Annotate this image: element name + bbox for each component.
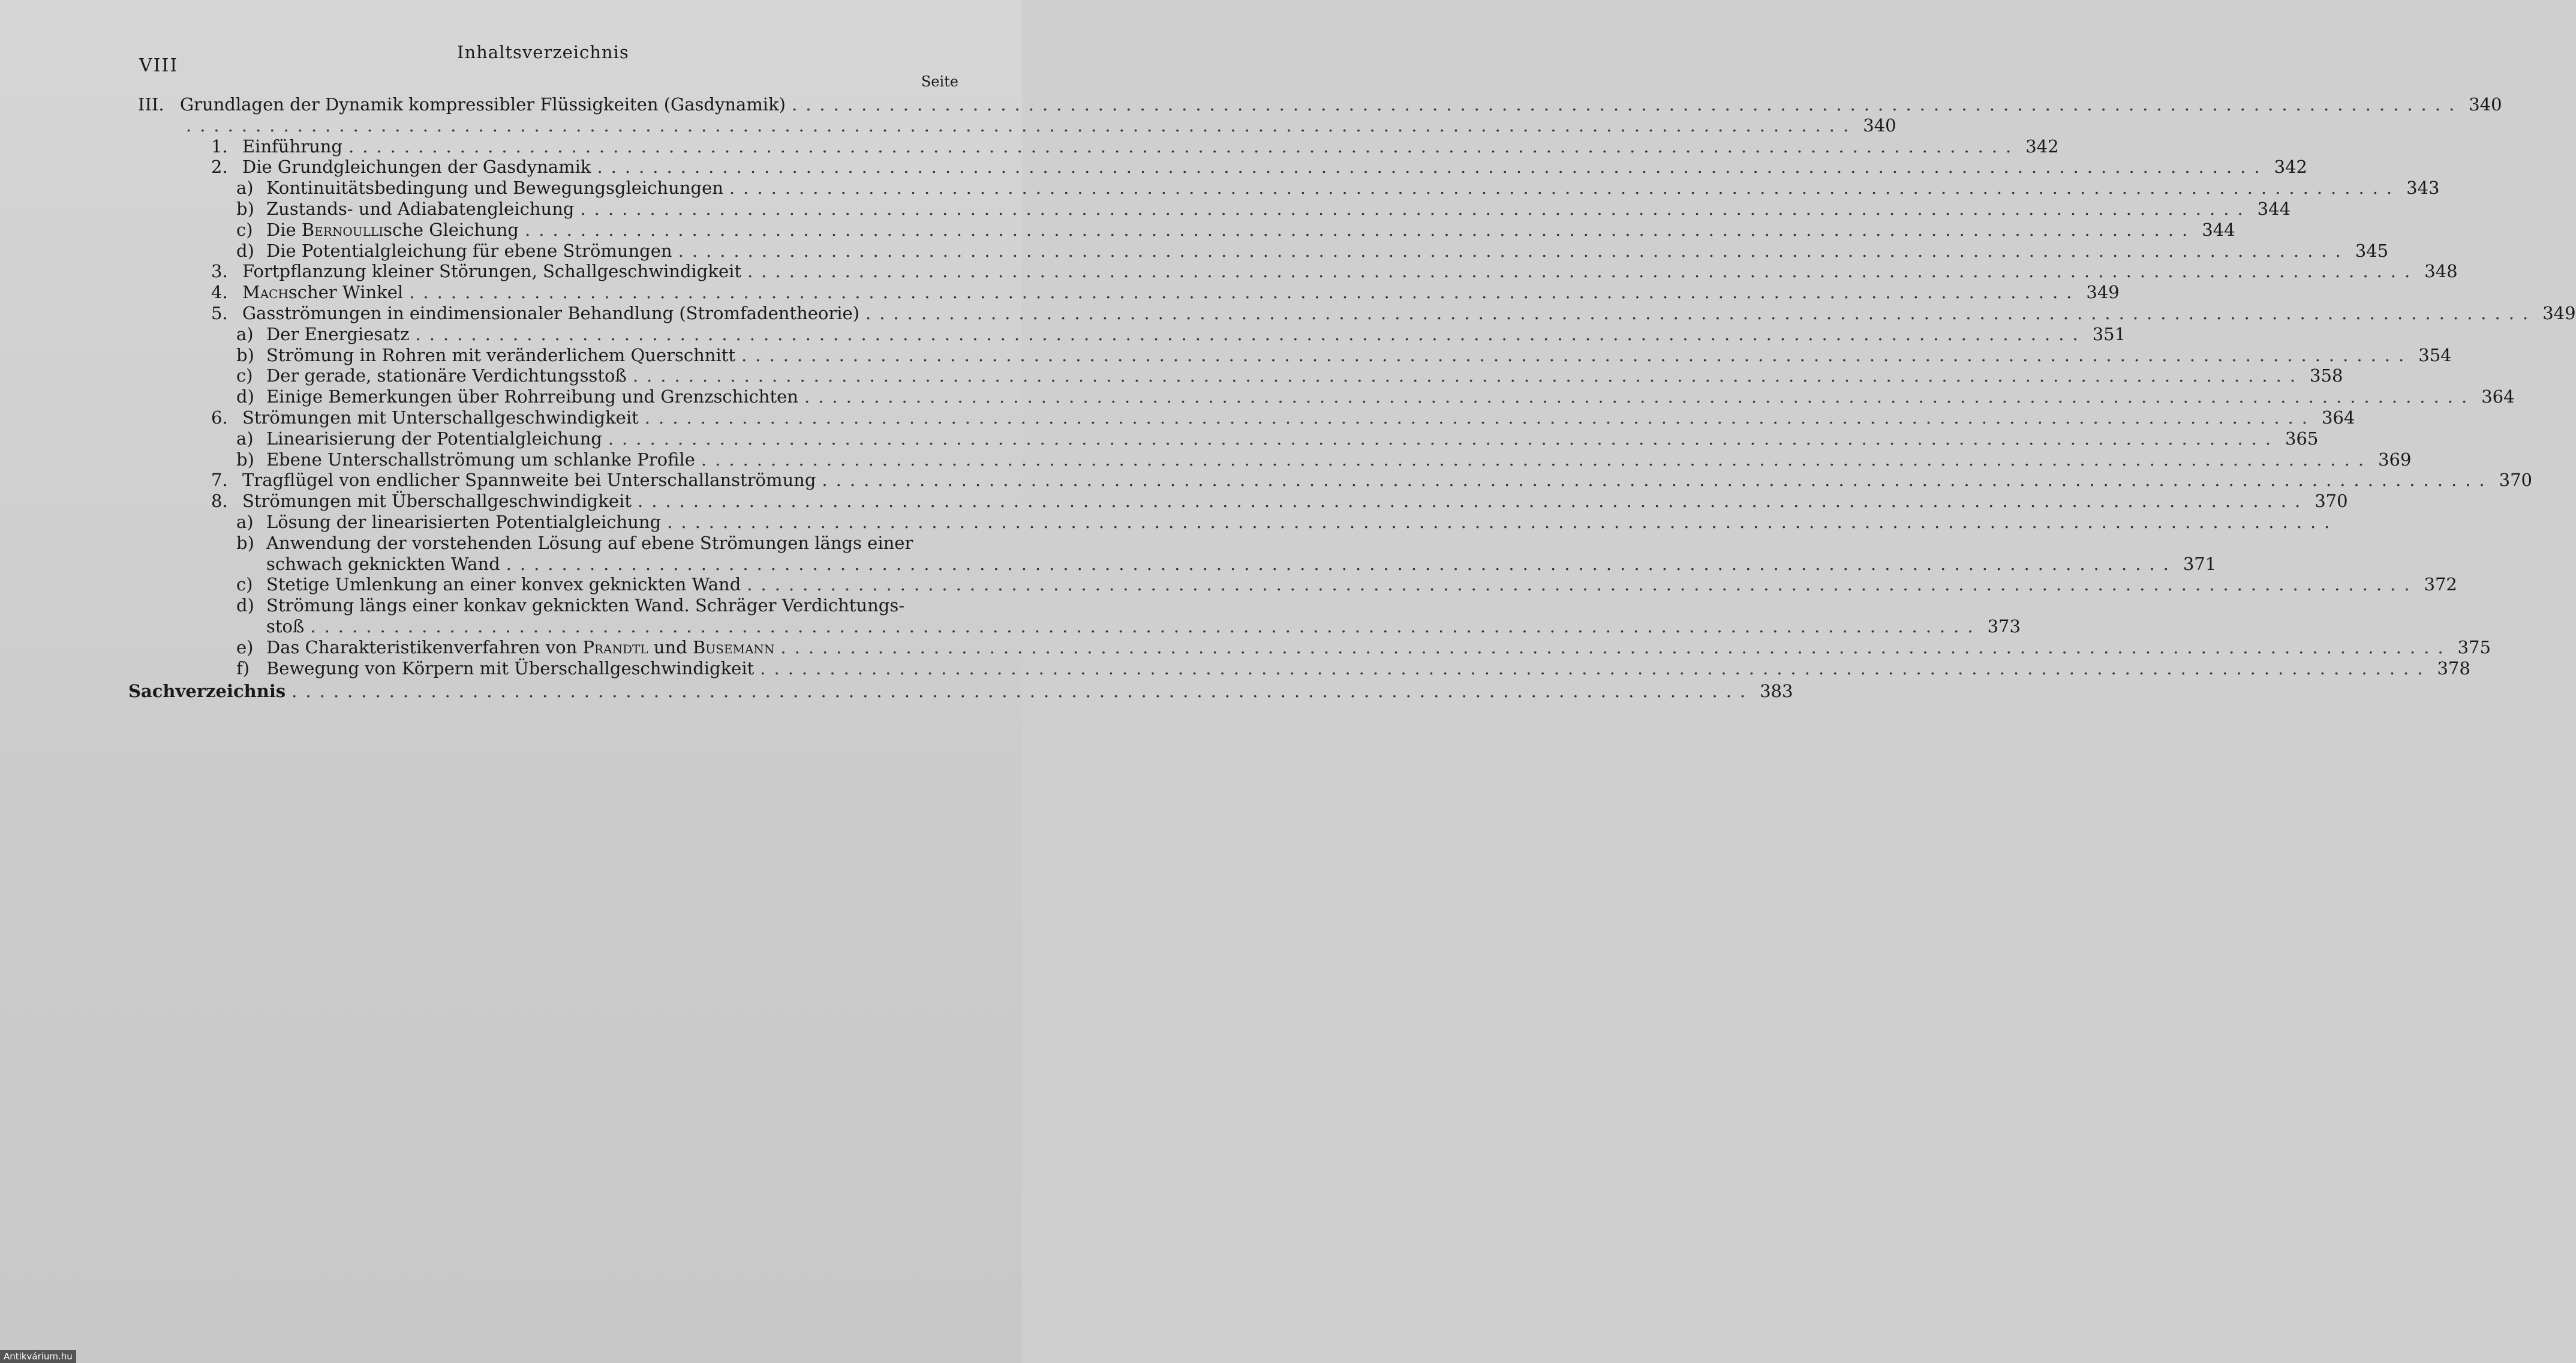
- toc-title: Strömung längs einer konkav geknickten Wand. Schräger Verdichtungs-: [266, 595, 905, 616]
- index-entry-label: Sachverzeichnis: [128, 681, 286, 701]
- toc-number: a): [236, 178, 254, 198]
- toc-title: Einige Bemerkungen über Rohrreibung und Grenzschichten: [266, 386, 798, 407]
- toc-row: [236, 574, 2457, 595]
- toc-row: [211, 302, 2576, 324]
- dot-leader: ........................................................................................................................: [780, 637, 2452, 658]
- toc-row: [236, 177, 2440, 199]
- toc-row: [236, 449, 2412, 470]
- toc-title: Das Charakteristikenverfahren von Prandtl und Busemann: [266, 637, 775, 658]
- toc-row: [236, 240, 2389, 262]
- toc-title: Gasströmungen in eindimensionaler Behandlung (Stromfadentheorie): [242, 303, 859, 323]
- toc-page: 364: [2321, 407, 2355, 428]
- toc-row: [211, 490, 2348, 512]
- dot-leader: ........................................................................................................................: [804, 386, 2476, 407]
- toc-page: 340: [2469, 94, 2502, 115]
- toc-number: d): [236, 241, 254, 261]
- dot-leader: ........................................................................................................................: [525, 220, 2196, 240]
- toc-row: [211, 156, 2307, 178]
- toc-row: [211, 260, 2458, 282]
- toc-page: 358: [2310, 365, 2343, 386]
- toc-number: c): [236, 365, 253, 386]
- toc-page: 340: [1863, 115, 1896, 136]
- toc-row: [236, 511, 2338, 533]
- toc-row: [236, 658, 2470, 679]
- dot-leader: ........................................................................................................................: [580, 199, 2252, 219]
- toc-row: [236, 428, 2319, 449]
- dot-leader: ........................................................................................................................: [597, 157, 2268, 177]
- toc-title: Fortpflanzung kleiner Störungen, Schallgeschwindigkeit: [242, 261, 742, 281]
- toc-page: 344: [2202, 220, 2235, 240]
- toc-title: Die Bernoullische Gleichung: [266, 220, 519, 240]
- toc-page: 343: [2406, 178, 2440, 198]
- toc-number: 3.: [211, 261, 228, 281]
- toc-row: [211, 281, 2120, 303]
- watermark: Antikvárium.hu: [0, 1350, 76, 1363]
- toc-page: 348: [2424, 261, 2458, 281]
- toc-number: a): [236, 428, 254, 449]
- toc-number: III.: [138, 94, 164, 115]
- dot-leader: ........................................................................................................................: [678, 241, 2349, 261]
- toc-row: [236, 323, 2126, 345]
- toc-title: Grundlagen der Dynamik kompressibler Flüssigkeiten (Gasdynamik): [180, 94, 786, 115]
- toc-title: Tragflügel von endlicher Spannweite bei Unterschallanströmung: [242, 470, 816, 490]
- toc-row: [236, 616, 2021, 637]
- toc-title: Bewegung von Körpern mit Überschallgeschwindigkeit: [266, 658, 755, 679]
- toc-number: 7.: [211, 470, 228, 490]
- toc-title: Lösung der linearisierten Potentialgleichung: [266, 512, 662, 532]
- toc-title: Strömungen mit Unterschallgeschwindigkeit: [242, 407, 639, 428]
- dot-leader: ........................................................................................................................: [747, 574, 2418, 595]
- toc-page: 351: [2092, 324, 2126, 344]
- dot-leader: ........................................................................................................................: [186, 115, 1857, 136]
- dot-leader: ........................................................................................................................: [409, 282, 2081, 302]
- toc-title: Die Grundgleichungen der Gasdynamik: [242, 157, 591, 177]
- dot-leader: ........................................................................................................................: [310, 616, 1982, 637]
- toc-row: [236, 532, 956, 554]
- dot-leader: ........................................................................................................................: [741, 345, 2413, 365]
- toc-row: [211, 469, 2532, 491]
- toc-title: stoß: [266, 616, 305, 637]
- toc-page: 345: [2355, 241, 2389, 261]
- running-title: Inhaltsverzeichnis: [457, 42, 629, 62]
- toc-row: [236, 595, 956, 616]
- toc-page: 349: [2542, 303, 2576, 323]
- toc-page: 370: [2315, 491, 2348, 511]
- dot-leader: ........................................................................................................................: [506, 554, 2177, 574]
- toc-page: 365: [2285, 428, 2319, 449]
- toc-number: 8.: [211, 491, 228, 511]
- toc-row: [211, 136, 2059, 157]
- page-number: VIII: [139, 55, 179, 76]
- dot-leader: ........................................................................................................................: [415, 324, 2087, 344]
- toc-number: d): [236, 595, 254, 616]
- index-entry-page: 383: [1760, 681, 1793, 701]
- dot-leader: .........................................................................................................: [291, 681, 1754, 701]
- toc-title: Einführung: [242, 136, 342, 157]
- dot-leader: ........................................................................................................................: [865, 303, 2537, 323]
- toc-title: Kontinuitätsbedingung und Bewegungsgleichungen: [266, 178, 723, 198]
- toc-title: Der Energiesatz: [266, 324, 410, 344]
- toc-title: Strömung in Rohren mit veränderlichem Querschnitt: [266, 345, 736, 365]
- toc-title: Stetige Umlenkung an einer konvex geknickten Wand: [266, 574, 741, 595]
- toc-page: 370: [2499, 470, 2532, 490]
- toc-number: f): [236, 658, 250, 679]
- index-entry: [128, 680, 1793, 702]
- toc-page: 369: [2378, 449, 2412, 470]
- dot-leader: ........................................................................................................................: [632, 365, 2304, 386]
- toc-number: b): [236, 533, 254, 553]
- toc-row: [138, 94, 2502, 115]
- toc-page: 354: [2418, 345, 2452, 365]
- toc-number: c): [236, 574, 253, 595]
- toc-number: 1.: [211, 136, 228, 157]
- toc-number: 4.: [211, 282, 228, 302]
- toc-title: Der gerade, stationäre Verdichtungsstoß: [266, 365, 627, 386]
- dot-leader: ........................................................................................................................: [667, 512, 2338, 532]
- toc-page: 375: [2457, 637, 2491, 658]
- toc-page: 342: [2274, 157, 2307, 177]
- dot-leader: ........................................................................................................................: [747, 261, 2419, 281]
- dot-leader: ........................................................................................................................: [791, 94, 2463, 115]
- toc-title: Anwendung der vorstehenden Lösung auf ebene Strömungen längs einer: [266, 533, 913, 553]
- toc-number: c): [236, 220, 253, 240]
- toc-title: Strömungen mit Überschallgeschwindigkeit: [242, 491, 632, 511]
- toc-row: [236, 553, 2217, 575]
- toc-title: Zustands- und Adiabatengleichung: [266, 199, 575, 219]
- toc-row: [236, 386, 2515, 407]
- toc-title: schwach geknickten Wand: [266, 554, 500, 574]
- toc-number: e): [236, 637, 254, 658]
- toc-number: b): [236, 199, 254, 219]
- toc-title: Machscher Winkel: [242, 282, 404, 302]
- toc-page: 378: [2437, 658, 2470, 679]
- dot-leader: ........................................................................................................................: [701, 449, 2373, 470]
- toc-row: [236, 344, 2452, 366]
- toc-number: 6.: [211, 407, 228, 428]
- toc-row: [236, 198, 2291, 220]
- dot-leader: ........................................................................................................................: [644, 407, 2316, 428]
- toc-row: [236, 219, 2235, 241]
- toc-row: [138, 115, 1896, 136]
- dot-leader: ........................................................................................................................: [822, 470, 2493, 490]
- toc-number: 2.: [211, 157, 228, 177]
- toc-page: 371: [2183, 554, 2217, 574]
- toc-page: 364: [2481, 386, 2515, 407]
- toc-page: 344: [2257, 199, 2291, 219]
- toc-page: 349: [2086, 282, 2120, 302]
- toc-number: a): [236, 512, 254, 532]
- toc-row: [236, 365, 2343, 386]
- dot-leader: ........................................................................................................................: [608, 428, 2280, 449]
- toc-page: 342: [2025, 136, 2059, 157]
- toc-number: b): [236, 449, 254, 470]
- toc-page: 372: [2424, 574, 2457, 595]
- toc-row: [211, 407, 2355, 428]
- toc-title: Ebene Unterschallströmung um schlanke Profile: [266, 449, 695, 470]
- dot-leader: ........................................................................................................................: [348, 136, 2020, 157]
- dot-leader: ........................................................................................................................: [638, 491, 2309, 511]
- toc-page: 373: [1987, 616, 2021, 637]
- toc-number: a): [236, 324, 254, 344]
- toc-title: Die Potentialgleichung für ebene Strömungen: [266, 241, 672, 261]
- dot-leader: ........................................................................................................................: [760, 658, 2431, 679]
- toc-title: Linearisierung der Potentialgleichung: [266, 428, 602, 449]
- seite-label: Seite: [921, 73, 958, 90]
- dot-leader: ........................................................................................................................: [729, 178, 2401, 198]
- toc-row: [236, 637, 2491, 658]
- toc-number: b): [236, 345, 254, 365]
- toc-number: d): [236, 386, 254, 407]
- toc-number: 5.: [211, 303, 228, 323]
